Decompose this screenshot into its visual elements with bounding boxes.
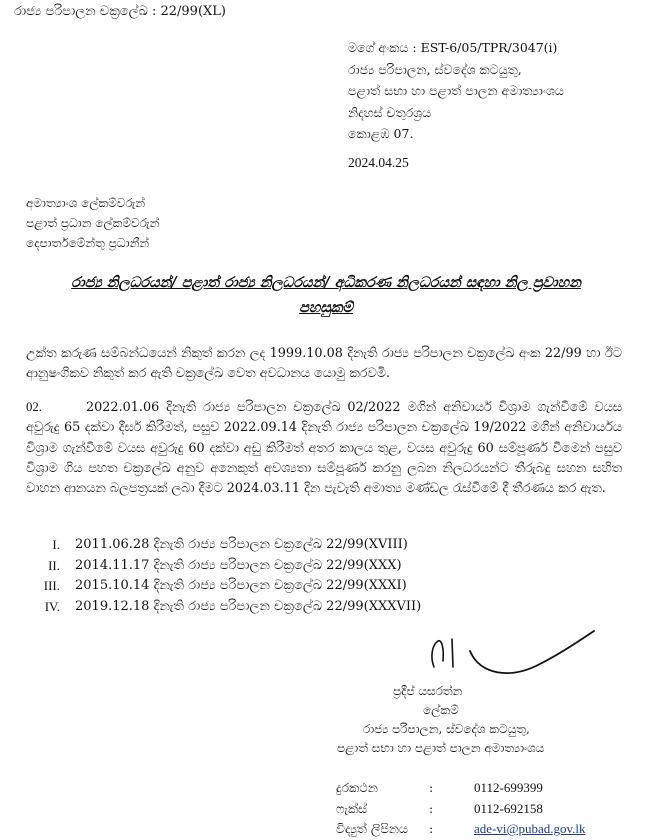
sender-building: නිදහස් චතුරශ්‍රය [348, 104, 432, 120]
contact-row-email [336, 819, 636, 840]
sender-address-block [348, 37, 564, 145]
signatory-title: ලේකම් [423, 703, 459, 717]
contact-row-phone [336, 778, 636, 799]
recipient-line: අමාත්‍යාංශ ලේකම්වරුන් [26, 196, 146, 210]
list-item [26, 556, 586, 577]
list-item-number: III. [43, 578, 60, 593]
contact-details [336, 778, 636, 840]
sender-ministry-line2: පළාත් සභා හා පළාත් පාලන අමාත්‍යාංශය [348, 83, 564, 98]
circular-list [26, 535, 586, 617]
signatory-ministry: රාජ්‍ය පරිපාලන, ස්වදේශ කටයුතු, [363, 722, 530, 736]
recipient-line: දෙපාර්තමේන්තු ප්‍රධානීන් [26, 236, 150, 250]
sender-ministry: රාජ්‍ය පරිපාලන, ස්වදේශ කටයුතු, [348, 61, 522, 77]
recipient-line: පළාත් ප්‍රධාන ලේකම්වරුන් [26, 216, 160, 230]
recipients-list [26, 193, 159, 253]
fax-value: 0112-692158 [474, 800, 543, 816]
list-item-number: II. [48, 557, 60, 573]
signatory-block [337, 682, 545, 758]
signatory-ministry-line2: පළාත් සභා හා පළාත් පාලන අමාත්‍යාංශය [337, 741, 545, 755]
list-item [26, 576, 586, 597]
paragraph-1: උක්ත කරුණ සම්බන්ධයෙන් නිකුත් කරන ලද 1999.10.08 දිනැති රාජ්‍ය පරිපාලන චක්‍රලේඛ අංක 22/99 හා ඊට ආනුෂංගිකව නිකුත් කර ඇති චක්‍රලේඛ වෙත අවධානය යොමු කරවමි. [26, 346, 622, 382]
sender-city: කොළඹ 07. [348, 126, 414, 141]
phone-value: 0112-699399 [474, 780, 543, 795]
phone-label: දුරකථන [336, 780, 378, 795]
paragraph-2 [26, 397, 622, 499]
list-item [26, 597, 586, 618]
letter-date: 2024.04.25 [348, 155, 409, 170]
circular-number: රාජ්‍ය පරිපාලන චක්‍රලේඛ : 22/99(XL) [14, 4, 226, 19]
fax-label: ෆැක්ස් [336, 800, 368, 816]
email-link[interactable]: ade-vi@pubad.gov.lk [474, 821, 586, 836]
separator-colon: : [429, 800, 434, 816]
separator-colon: : [429, 780, 434, 795]
subject-title-line2: පහසුකම් [299, 299, 353, 316]
contact-row-fax [336, 799, 636, 820]
reference-number: මගේ අංකය : EST-6/05/TPR/3047(i) [348, 40, 558, 55]
list-item-number: I. [52, 537, 60, 552]
list-item-text: 2014.11.17 දිනැති රාජ්‍ය පරිපාලන චක්‍රලේඛ 22/99(XXX) [75, 557, 402, 573]
separator-colon: : [429, 821, 434, 836]
subject-title [20, 270, 632, 320]
list-item-number: IV. [44, 598, 60, 614]
handwritten-signature [418, 627, 608, 677]
email-label: විද්‍යුත් ලිපිනය [336, 821, 409, 836]
list-item-text: 2019.12.18 දිනැති රාජ්‍ය පරිපාලන චක්‍රලේඛ 22/99(XXXVII) [75, 598, 422, 614]
list-item-text: 2011.06.28 දිනැති රාජ්‍ය පරිපාලන චක්‍රලේඛ 22/99(XVIII) [75, 537, 408, 552]
subject-title-line1: රාජ්‍ය නිලධරයන්/ පළාත් රාජ්‍ය නිලධරයන්/ අධිකරණ නිලධරයන් සඳහා නිල ප්‍රවාහන [71, 274, 581, 291]
paragraph-2-text: 2022.01.06 දිනැති රාජ්‍ය පරිපාලන චක්‍රලේඛ 02/2022 මගින් අනිවාර්ය විශ්‍රාම ගැන්වීමේ වයස අවුරුදු 65 දක්වා දීර්ඝ කිරීමත්, පසුව 2022.09.14 දිනැති රාජ්‍ය පරිපාලන චක්‍රලේඛ 19/2022 මගින් අනිවාර්යය විශ්‍රාම ගැන්වීමේ වයස අවුරුදු 60 දක්වා අඩු කිරීමත් අතර කාලය තුළ, වයස අවුරුදු 60 සම්පූර්ණ වීමෙන් පසුව විශ්‍රාම ගිය පහත චක්‍රලේඛ අනුව අනෙකුත් අවශ්‍යතා සම්පූර්ණ කරනු ලබන නිලධරයන්ට තීරුබදු සහන සහිත වාහන ආනයන බලපත්‍රයක් ලබා දීමට 2024.03.11 දින පැවැති අමාත්‍ය මණ්ඩල රැස්වීමේ දී තීරණය කර ඇත. [26, 400, 622, 497]
list-item [26, 535, 586, 556]
paragraph-2-number: 02. [26, 400, 42, 414]
list-item-text: 2015.10.14 දිනැති රාජ්‍ය පරිපාලන චක්‍රලේඛ 22/99(XXXI) [75, 578, 407, 593]
signatory-name: ප්‍රදීප් යසරත්න [393, 684, 463, 698]
